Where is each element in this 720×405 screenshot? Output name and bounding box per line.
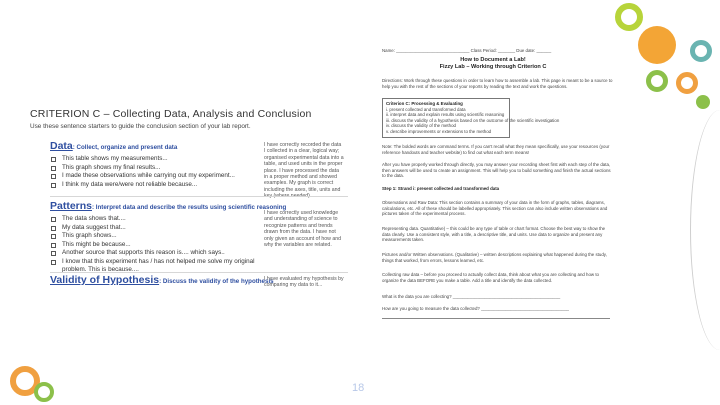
checkbox-icon: [51, 174, 56, 179]
list-item: I know that this experiment has / has not helped me solve my original problem. This is because....: [50, 258, 268, 274]
rubric-note: I have correctly used knowledge and understanding of science to recognize patterns and trends drawn from the data. I have not only given an account of how and why the variables are related.: [264, 210, 342, 249]
section-key: Patterns: [50, 200, 93, 212]
fizzy-lab-handout: [368, 40, 618, 385]
decorative-ring: [676, 72, 698, 94]
worksheet-title: CRITERION C – Collecting Data, Analysis and Conclusion: [30, 108, 312, 120]
decorative-dot: [696, 95, 710, 109]
divider: [50, 196, 348, 197]
checkbox-icon: [51, 251, 56, 256]
decorative-ring: [690, 40, 712, 62]
box-item: iv. discuss the validity of the method: [386, 123, 456, 129]
box-item: v. describe improvements or extensions to the method: [386, 128, 492, 134]
criterion-c-worksheet: [30, 108, 364, 405]
checkbox-icon: [51, 157, 56, 162]
checkbox-icon: [51, 166, 56, 171]
box-item: iii. discuss the validity of a hypothesis based on the outcome of the scientific investigation: [386, 117, 560, 123]
question-1: What is the data you are collecting? ____________________________________________: [382, 294, 561, 299]
decorative-arc: [690, 110, 720, 350]
list-item: This might be because...: [50, 241, 268, 250]
criterion-box: [382, 98, 560, 138]
decorative-dot: [638, 26, 676, 64]
rubric-note: I have evaluated my hypothesis by comparing my data to it...: [264, 276, 344, 289]
box-title: Criterion C: Processing & Evaluating: [386, 101, 463, 106]
checkbox-icon: [51, 226, 56, 231]
section-subtitle: : Interpret data and describe the results using scientific reasoning: [92, 204, 287, 211]
box-item: ii. interpret data and explain results using scientific reasoning: [386, 112, 505, 118]
name-line: Name: ______________________________ Class Period: _______ Due date: ______: [382, 48, 552, 53]
divider: [50, 272, 348, 273]
worksheet-subtitle: Use these sentence starters to guide the conclusion section of your lab report.: [30, 123, 251, 130]
collecting-paragraph: Collecting raw data – before you proceed to actually collect data, think about what you are collecting and how to organize the data BEFORE you make a table. Add a title and identify the data collected.: [382, 272, 599, 283]
list-item: This graph shows my final results...: [50, 164, 268, 173]
rubric-note: I have correctly recorded the data I collected in a clear, logical way; organised experimental data into a table, and used units in the proper place. I have processed the data in a proper method and showed examples. My graph is correct including the axes, title, units and key (where needed).: [264, 142, 344, 198]
list-item: Another source that supports this reason is.... which says..: [50, 249, 268, 258]
list-item: I think my data were/were not reliable because...: [50, 181, 268, 190]
question-2: How are you going to measure the data collected? ____________________________________: [382, 306, 570, 311]
step-heading: Step 1: Strand i: present collected and transformed data: [382, 186, 500, 191]
decorative-ring: [615, 3, 643, 31]
checkbox-icon: [51, 243, 56, 248]
handout-title: How to Document a Lab!: [460, 57, 526, 63]
page-number: 18: [352, 382, 365, 394]
list-item: My data suggest that...: [50, 224, 268, 233]
checkbox-icon: [51, 217, 56, 222]
section-key: Data: [50, 140, 73, 152]
instructions-paragraph: After you have properly worked through directly, you may answer your recording sheet first with each step of the data, then answers will be used to create an assignment. This will help you to build something and finish the actual sections to the data.: [382, 162, 611, 179]
answer-line: [382, 318, 610, 319]
checkbox-icon: [51, 183, 56, 188]
sentence-starters: [50, 215, 268, 274]
pictures-paragraph: Pictures and/or Written observations. (Qualitative) – written descriptions explaining what happened during the study, things that worked, from errors, lessons learned, etc.: [382, 252, 607, 263]
list-item: The data shows that....: [50, 215, 268, 224]
note-paragraph: Note: The bolded words are command terms. If you can't recall what they mean specifically, use your resources (your reference handouts and teacher website) to find out what each term means!: [382, 144, 610, 155]
checkbox-icon: [51, 260, 56, 265]
directions-paragraph: Directions: Work through these questions in order to learn how to assemble a lab. This page is meant to be a source to help you with the rest of the sections of your reports by reading the text and work the questions.: [382, 78, 613, 89]
list-item: This table shows my measurements...: [50, 155, 268, 164]
list-item: I made these observations while carrying out my experiment...: [50, 172, 268, 181]
representing-paragraph: Representing data. Quantitative) – this could be any type of table or chart format. Choose the best way to show the data clearly. Use a consistent style, with a title, a descriptive title, and units. Use data to organize and present any measurements taken.: [382, 226, 606, 243]
section-key: Validity of Hypothesis: [50, 274, 160, 286]
decorative-ring: [646, 70, 668, 92]
section-subtitle: : Collect, organize and present data: [72, 144, 178, 151]
box-item: i. present collected and transformed data: [386, 106, 466, 112]
handout-subtitle: Fizzy Lab – Working through Criterion C: [439, 64, 547, 70]
sentence-starters: [50, 155, 268, 189]
list-item: This graph shows...: [50, 232, 268, 241]
section-subtitle: : Discuss the validity of the hypothesis: [159, 278, 274, 285]
checkbox-icon: [51, 234, 56, 239]
observations-paragraph: Observations and Raw Data: This section contains a summary of your data in the form of graphs, tables, diagrams, calculations, etc. All of these should be labelled appropriately. This section can also include written observations and pictures taken of the experimental process.: [382, 200, 608, 217]
